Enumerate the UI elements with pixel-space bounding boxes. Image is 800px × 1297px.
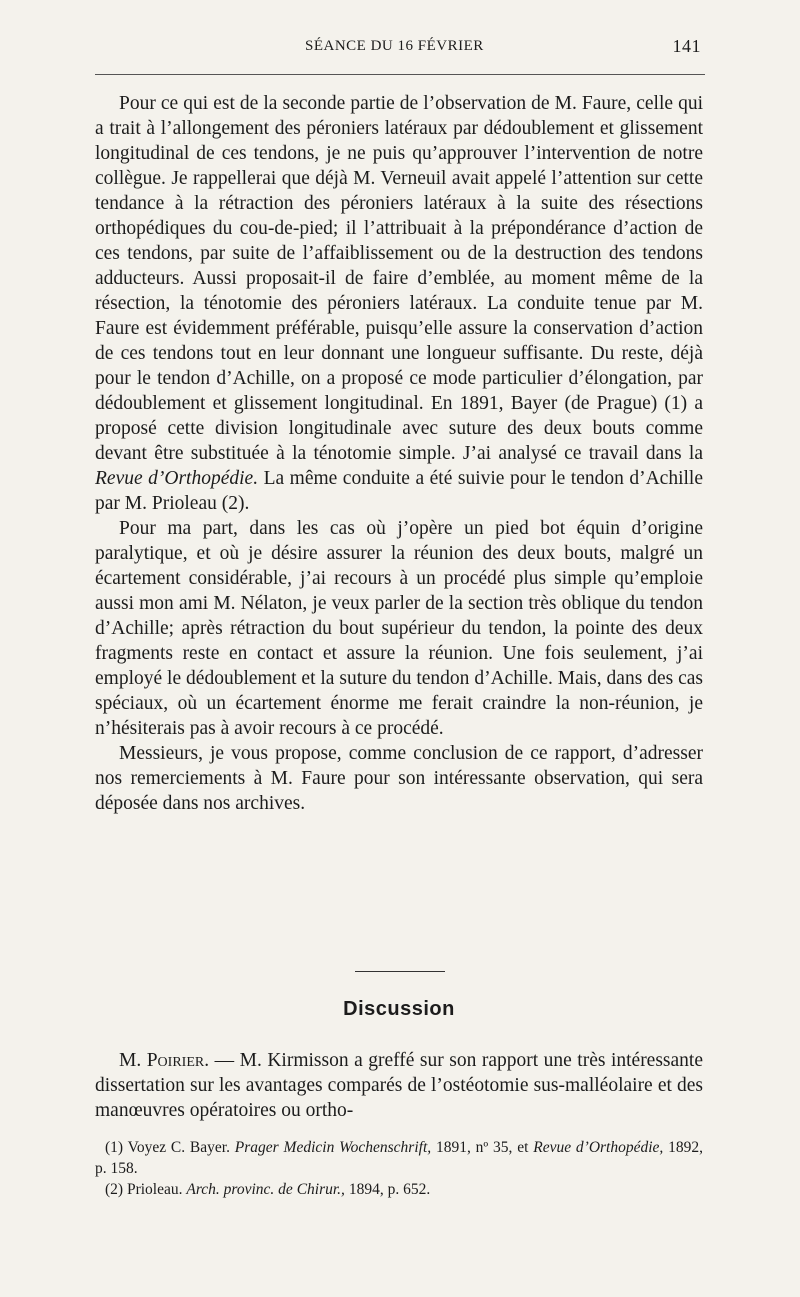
footnote-1: (1) Voyez C. Bayer. Prager Medicin Wochenschrift, 1891, nº 35, et Revue d’Orthopédie, 1892, p. 158. [95, 1139, 703, 1177]
header-rule [95, 74, 705, 75]
footnote-2: (2) Prioleau. Arch. provinc. de Chirur., 1894, p. 652. [105, 1181, 431, 1198]
body-text [95, 91, 703, 816]
section-separator [355, 971, 445, 972]
section-heading: Discussion [343, 998, 455, 1020]
running-title: SÉANCE DU 16 FÉVRIER [305, 38, 484, 54]
page-number: 141 [672, 36, 701, 56]
footnotes [95, 1137, 703, 1200]
discussion-paragraph: M. Poirier. — M. Kirmisson a greffé sur son rapport une très intéressante dissertation sur les avantages comparés de l’ostéotomie sus-malléolaire et des manœuvres opératoires ou ortho- [95, 1050, 703, 1121]
running-header [95, 38, 705, 62]
paragraph-2: Pour ma part, dans les cas où j’opère un pied bot équin d’origine paralytique, et où je désire assurer la réunion des deux bouts, malgré un écartement considérable, j’ai recours à un procédé plus simple qu’emploie aussi mon ami M. Nélaton, je veux parler de la section très oblique du tendon d’Achille; après rétraction du bout supérieur du tendon, la pointe des deux fragments reste en contact et assure la réunion. Une fois seulement, j’ai employé le dédoublement et la suture du tendon d’Achille. Mais, dans des cas spéciaux, où un écartement énorme me ferait craindre la non-réunion, je n’hésiterais pas à avoir recours à ce procédé. [95, 518, 703, 739]
discussion-text [95, 1048, 703, 1123]
speaker-name: M. Poirier. [119, 1050, 210, 1071]
journal-title: Revue d’Orthopédie. [95, 468, 259, 489]
paragraph-3: Messieurs, je vous propose, comme conclusion de ce rapport, d’adresser nos remerciements à M. Faure pour son intéressante observation, qui sera déposée dans nos archives. [95, 743, 703, 814]
paragraph-1: Pour ce qui est de la seconde partie de l’observation de M. Faure, celle qui a trait à l’allongement des péroniers latéraux par dédoublement et glissement longitudinal de ces tendons, je ne puis qu’approuver l’intervention de notre collègue. Je rappellerai que déjà M. Verneuil avait appelé l’attention sur cette tendance à la rétraction des péroniers latéraux à la suite des résections orthopédiques du cou-de-pied; il l’attribuait à la prépondérance d’action de ces tendons, par suite de l’affaiblissement ou de la destruction des tendons adducteurs. Aussi proposait-il de faire d’emblée, au moment même de la résection, la ténotomie des péroniers latéraux. La conduite tenue par M. Faure est évidemment préférable, puisqu’elle assure la conservation d’action de ces tendons tout en leur donnant une longueur suffisante. Du reste, déjà pour le tendon d’Achille, on a proposé ce mode particulier d’élongation, par dédoublement et glissement longitudinal. En 1891, Bayer (de Prague) (1) a proposé cette division longitudinale avec suture des deux bouts comme devant être substituée à la ténotomie simple. J’ai analysé ce travail dans la Revue d’Orthopédie. La même conduite a été suivie pour le tendon d’Achille par M. Prioleau (2). [95, 93, 703, 514]
